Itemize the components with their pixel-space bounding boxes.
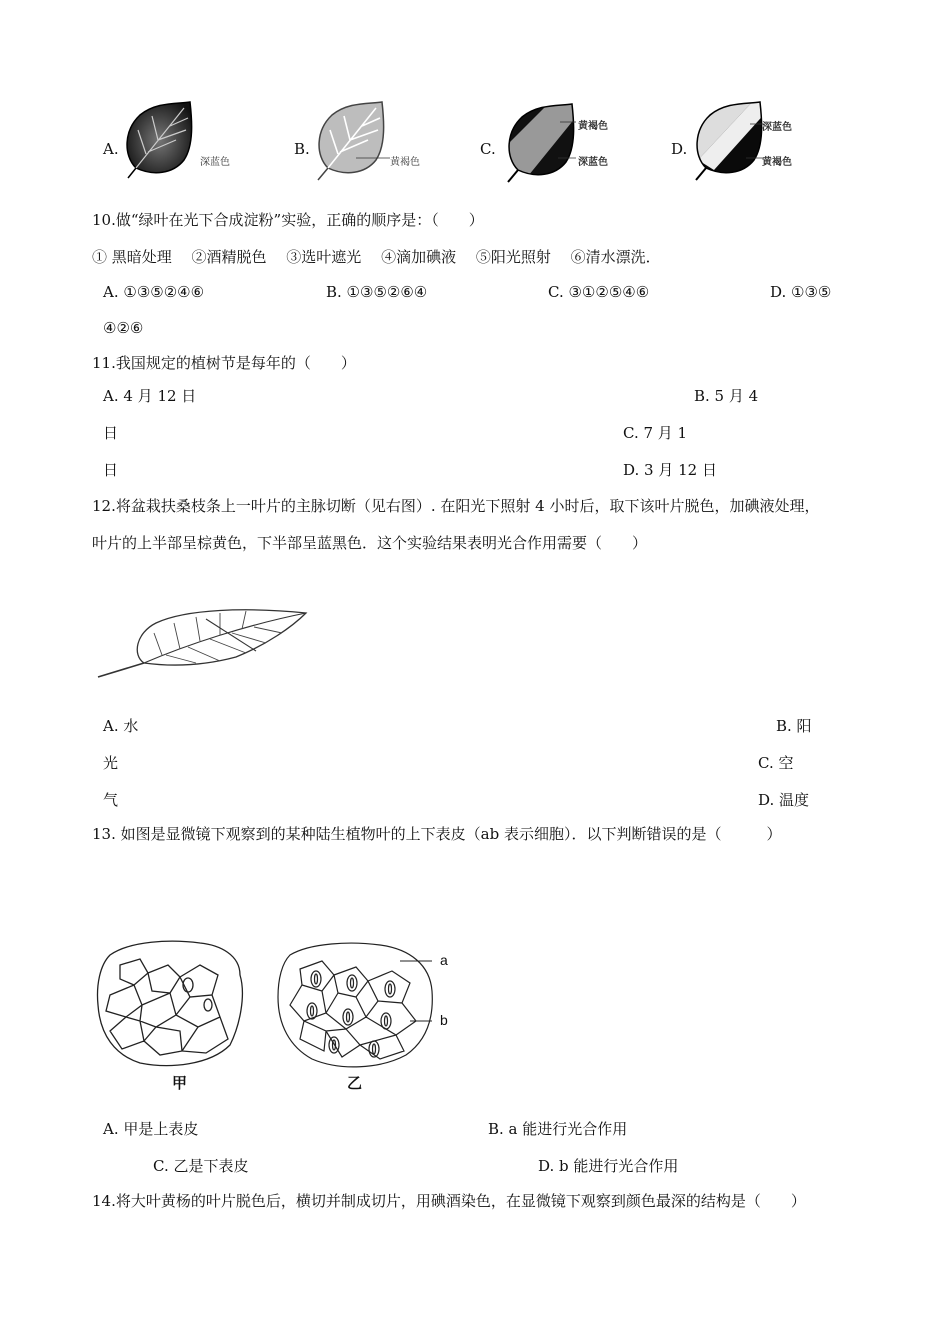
q10-option-c: C. ③①②⑤④⑥ (548, 283, 650, 301)
q9-option-b-label: 黄褐色 (390, 157, 420, 168)
q10-option-a: A. ①③⑤②④⑥ (103, 283, 205, 301)
q13-epidermis-figure (90, 935, 470, 1095)
q13-figure-label-b: b (440, 1012, 448, 1028)
q9-option-a-letter: A. (103, 140, 119, 158)
q12-stem-line2: 叶片的上半部呈棕黄色，下半部呈蓝黑色．这个实验结果表明光合作用需要（ ） (92, 534, 648, 552)
q13-option-a: A. 甲是上表皮 (103, 1120, 199, 1138)
q11-option-c-continued: 日 (103, 461, 119, 479)
q10-steps: ① 黑暗处理 ②酒精脱色 ③选叶遮光 ④滴加碘液 ⑤阳光照射 ⑥清水漂洗． (92, 248, 661, 266)
q12-option-a: A. 水 (103, 717, 139, 735)
q12-leaf-figure (96, 605, 311, 680)
q9-option-a-label: 深蓝色 (200, 157, 230, 168)
q13-lower-epidermis-image (278, 943, 432, 1067)
q9-option-b-letter: B. (294, 140, 310, 158)
q11-option-b: B. 5 月 4 (694, 387, 759, 405)
q9-option-c-label-top: 黄褐色 (578, 121, 608, 132)
q13-figure-label-yi: 乙 (347, 1074, 363, 1092)
q13-stem: 13. 如图是显微镜下观察到的某种陆生植物叶的上下表皮（ab 表示细胞）．以下判断错误的是（ ） (92, 825, 782, 843)
q9-option-d-label-top: 深蓝色 (762, 122, 792, 133)
q11-option-a: A. 4 月 12 日 (103, 387, 197, 405)
q9-option-d-letter: D. (671, 140, 688, 158)
q14-stem: 14.将大叶黄杨的叶片脱色后，横切并制成切片，用碘酒染色，在显微镜下观察到颜色最深的结构是（ ） (92, 1192, 806, 1210)
q12-option-d: D. 温度 (758, 791, 810, 809)
q13-upper-epidermis-image (98, 941, 243, 1065)
q12-option-c: C. 空 (758, 754, 794, 772)
q12-option-b: B. 阳 (776, 717, 812, 735)
q9-leaf-b-image (310, 100, 390, 184)
q12-option-c-continued: 气 (103, 791, 119, 809)
q13-option-c: C. 乙是下表皮 (153, 1157, 249, 1175)
q13-option-b: B. a 能进行光合作用 (488, 1120, 628, 1138)
q12-option-b-continued: 光 (103, 754, 119, 772)
q9-option-c-letter: C. (480, 140, 496, 158)
q12-stem-line1: 12.将盆栽扶桑枝条上一叶片的主脉切断（见右图）. 在阳光下照射 4 小时后，取下该叶片脱色，加碘液处理， (92, 497, 820, 515)
q9-option-c-label-bottom: 深蓝色 (578, 157, 608, 168)
q9-option-d-label-bottom: 黄褐色 (762, 157, 792, 168)
q11-option-d: D. 3 月 12 日 (623, 461, 717, 479)
q13-figure-label-a: a (440, 952, 448, 968)
q9-leaf-a-image (118, 100, 198, 184)
q11-option-c: C. 7 月 1 (623, 424, 688, 442)
q9-leaf-d-image (688, 100, 768, 184)
q10-option-d: D. ①③⑤ (770, 283, 832, 301)
q10-stem: 10.做“绿叶在光下合成淀粉”实验，正确的顺序是：（ ） (92, 211, 484, 229)
q11-stem: 11.我国规定的植树节是每年的（ ） (92, 354, 356, 372)
q13-option-d: D. b 能进行光合作用 (538, 1157, 679, 1175)
q10-option-b: B. ①③⑤②⑥④ (326, 283, 428, 301)
q13-figure-label-jia: 甲 (172, 1074, 188, 1092)
q11-option-b-continued: 日 (103, 424, 119, 442)
q10-option-d-continued: ④②⑥ (103, 319, 144, 337)
q9-leaf-c-image (500, 102, 580, 186)
